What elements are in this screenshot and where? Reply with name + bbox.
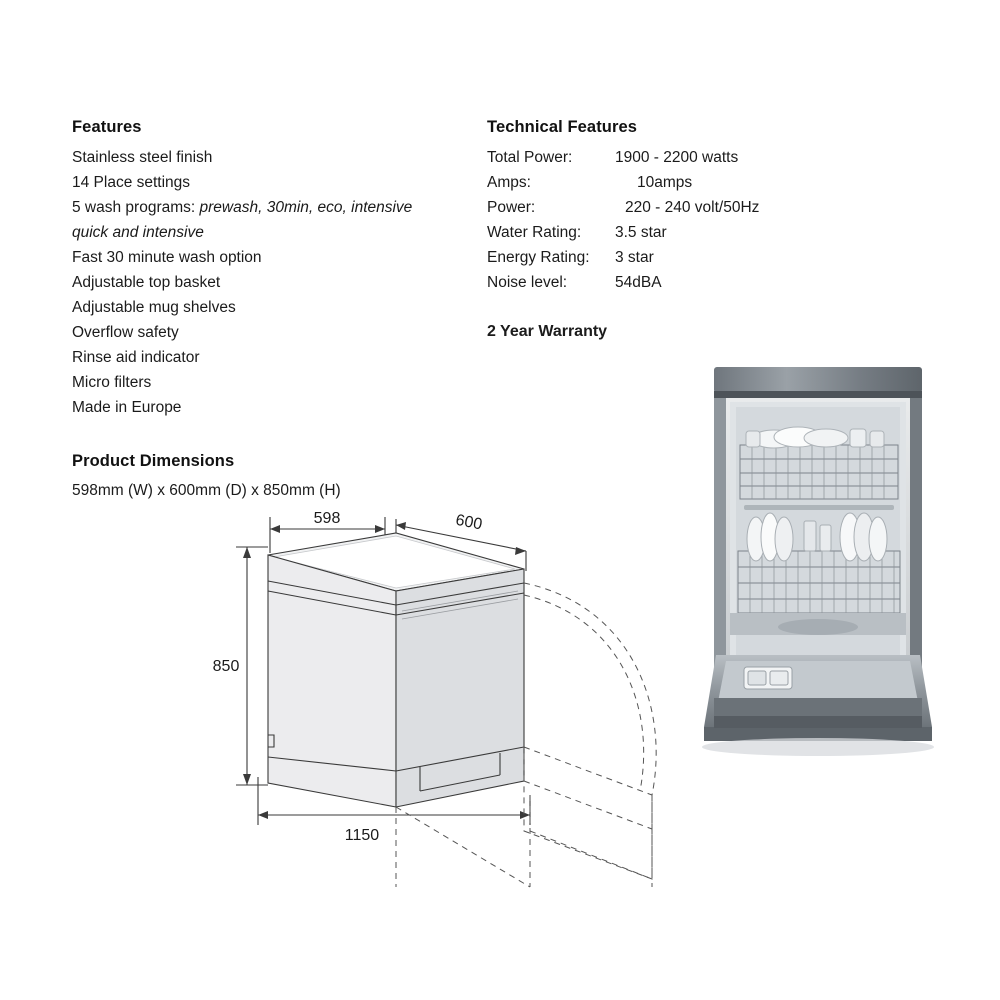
feature-item-label: 5 wash programs: xyxy=(72,199,200,216)
feature-item: Overflow safety xyxy=(72,324,179,341)
features-section xyxy=(72,118,432,420)
dimension-label-depth: 600 xyxy=(454,511,484,534)
feature-item: Stainless steel finish xyxy=(72,149,213,166)
tech-row xyxy=(487,245,817,270)
dimension-label-door-open: 1150 xyxy=(344,827,380,844)
product-dimensions-heading: Product Dimensions xyxy=(72,452,235,470)
feature-item: Adjustable mug shelves xyxy=(72,299,236,316)
warranty-text: 2 Year Warranty xyxy=(487,323,608,340)
tech-label: Water Rating: xyxy=(487,224,582,241)
tech-value: 10amps xyxy=(637,174,693,191)
tech-row xyxy=(487,170,817,195)
dishwasher-open-photo xyxy=(700,355,935,765)
feature-item: Rinse aid indicator xyxy=(72,349,200,366)
feature-item: Fast 30 minute wash option xyxy=(72,249,262,266)
tech-value: 3 star xyxy=(615,249,654,266)
appliance-top-panel xyxy=(714,367,922,393)
tech-row xyxy=(487,145,817,170)
tech-label: Total Power: xyxy=(487,149,573,166)
tech-label: Energy Rating: xyxy=(487,249,590,266)
feature-item: Adjustable top basket xyxy=(72,274,221,291)
dimension-label-height: 850 xyxy=(212,658,240,675)
tech-value: 54dBA xyxy=(615,274,662,291)
features-heading: Features xyxy=(72,118,142,136)
tech-value: 220 - 240 volt/50Hz xyxy=(625,199,760,216)
feature-item: 14 Place settings xyxy=(72,174,191,191)
feature-item xyxy=(72,195,432,245)
technical-features-heading: Technical Features xyxy=(487,118,638,136)
tech-value: 1900 - 2200 watts xyxy=(615,149,739,166)
product-dimensions-summary: 598mm (W) x 600mm (D) x 850mm (H) xyxy=(72,482,341,499)
feature-item: Micro filters xyxy=(72,374,152,391)
feature-item-emphasis: prewash, 30min, eco, intensive quick and intensive xyxy=(72,199,413,241)
tech-label: Amps: xyxy=(487,174,531,191)
dimension-drawing xyxy=(200,495,720,915)
tech-row xyxy=(487,220,817,245)
feature-item: Made in Europe xyxy=(72,399,182,416)
upper-basket-contents xyxy=(746,427,884,448)
tech-row xyxy=(487,195,817,220)
spray-arm xyxy=(744,505,894,510)
tech-row xyxy=(487,270,817,295)
technical-features-section xyxy=(487,118,817,295)
dimension-label-width: 598 xyxy=(313,510,341,527)
tech-value: 3.5 star xyxy=(615,224,667,241)
tech-label: Power: xyxy=(487,199,536,216)
tech-label: Noise level: xyxy=(487,274,568,291)
